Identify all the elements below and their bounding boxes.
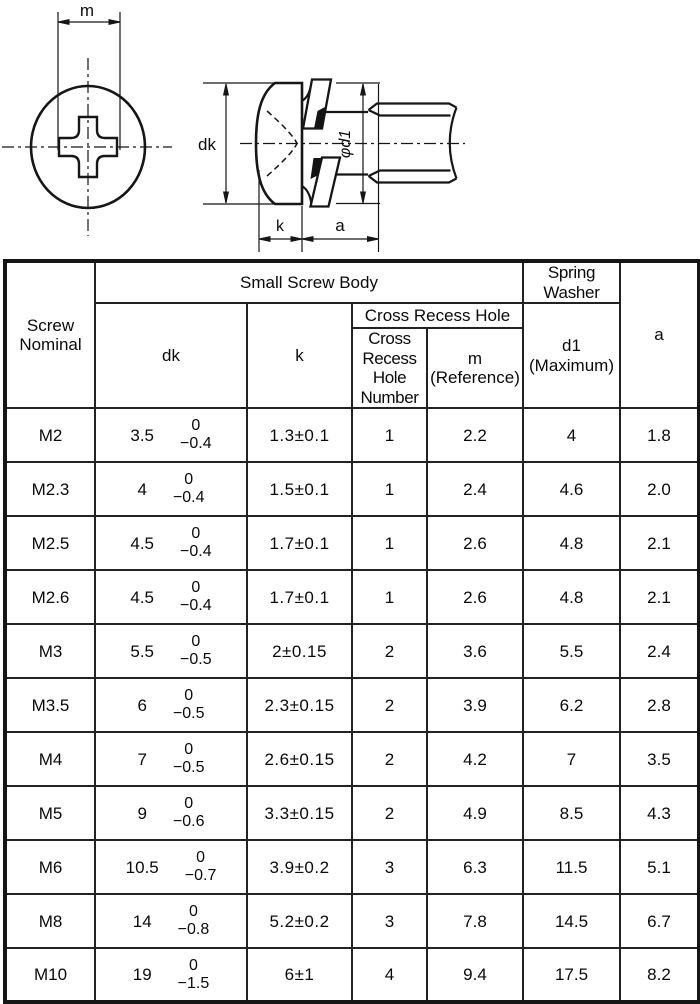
dk-value: 4 [137, 479, 147, 499]
cell-cross-recess-hole-number: 3 [352, 840, 427, 894]
cell-m-reference: 2.4 [427, 462, 523, 516]
dk-value: 4.5 [130, 587, 155, 607]
header-spring-washer: Spring Washer [523, 261, 620, 303]
table-row [5, 462, 699, 516]
dk-value: 6 [137, 695, 147, 715]
cell-d1-maximum: 4 [523, 408, 620, 462]
arrowhead [224, 84, 229, 95]
cell-d1-maximum: 7 [523, 732, 620, 786]
cell-dk [95, 948, 247, 1002]
cell-m-reference: 2.2 [427, 408, 523, 462]
dk-tolerance [173, 741, 205, 777]
cell-d1-maximum: 5.5 [523, 624, 620, 678]
dk-tolerance-lower: −0.6 [172, 813, 205, 831]
dk-value: 4.5 [130, 533, 155, 553]
cell-screw-nominal: M4 [5, 732, 95, 786]
dk-tolerance [185, 849, 217, 885]
cell-screw-nominal: M2.5 [5, 516, 95, 570]
cell-dk [95, 732, 247, 786]
cell-m-reference: 2.6 [427, 516, 523, 570]
dk-value: 5.5 [130, 641, 155, 661]
spec-table-header [5, 261, 699, 408]
cell-m-reference: 3.9 [427, 678, 523, 732]
cell-screw-nominal: M8 [5, 894, 95, 948]
cell-dk [95, 786, 247, 840]
table-row [5, 840, 699, 894]
cell-d1-maximum: 14.5 [523, 894, 620, 948]
dk-tolerance-lower: −0.4 [172, 489, 205, 507]
cell-d1-maximum: 8.5 [523, 786, 620, 840]
dk-value: 19 [132, 965, 152, 984]
cell-screw-nominal: M3.5 [5, 678, 95, 732]
cell-dk [95, 570, 247, 624]
dk-value: 9 [137, 803, 147, 823]
header-a: a [620, 261, 699, 408]
dk-tolerance [173, 795, 205, 831]
cell-a: 3.5 [620, 732, 699, 786]
dk-tolerance [180, 525, 212, 561]
cell-a: 1.8 [620, 408, 699, 462]
dk-tolerance-upper: 0 [191, 417, 201, 435]
cell-screw-nominal: M10 [5, 948, 95, 1002]
dk-value: 3.5 [130, 425, 155, 445]
dim-label-dk: dk [198, 135, 216, 154]
dk-tolerance-lower: −1.5 [177, 974, 210, 992]
cell-a: 2.0 [620, 462, 699, 516]
cell-cross-recess-hole-number: 2 [352, 732, 427, 786]
table-row [5, 948, 699, 1002]
table-row [5, 516, 699, 570]
dk-tolerance-upper: 0 [191, 633, 201, 651]
cell-screw-nominal: M2.3 [5, 462, 95, 516]
cell-m-reference: 7.8 [427, 894, 523, 948]
dim-label-k: k [276, 218, 284, 235]
arrowhead [58, 20, 69, 25]
cell-k: 2.6±0.15 [247, 732, 352, 786]
header-dk: dk [95, 303, 247, 408]
arrowhead [361, 192, 366, 203]
header-d1-maximum [523, 303, 620, 408]
cell-screw-nominal: M2.6 [5, 570, 95, 624]
dk-tolerance-upper: 0 [184, 687, 194, 705]
arrowhead [291, 237, 302, 242]
header-line: Screw [26, 315, 75, 335]
screw-spec-table [3, 259, 700, 1004]
cell-k: 1.5±0.1 [247, 462, 352, 516]
cell-a: 4.3 [620, 786, 699, 840]
technical-drawing [0, 0, 700, 258]
header-line: Nominal [19, 335, 82, 355]
arrowhead [368, 237, 379, 242]
dk-tolerance-lower: −0.8 [177, 921, 210, 939]
dk-tolerance-upper: 0 [189, 956, 198, 974]
dim-label-a: a [335, 216, 345, 235]
cell-d1-maximum: 6.2 [523, 678, 620, 732]
dk-tolerance [180, 579, 212, 615]
cell-k: 2.3±0.15 [247, 678, 352, 732]
dk-value: 14 [132, 911, 152, 931]
dk-tolerance-lower: −0.4 [180, 543, 212, 561]
cell-k: 1.3±0.1 [247, 408, 352, 462]
cell-cross-recess-hole-number: 2 [352, 678, 427, 732]
cell-dk [95, 462, 247, 516]
header-line: d1 [562, 336, 581, 356]
dk-tolerance-upper: 0 [184, 471, 194, 489]
front-view [2, 58, 172, 236]
header-cross-recess-hole-number [352, 328, 427, 408]
cell-a: 6.7 [620, 894, 699, 948]
cell-m-reference: 2.6 [427, 570, 523, 624]
dk-tolerance-upper: 0 [191, 525, 201, 543]
dk-value: 7 [137, 749, 147, 769]
cell-cross-recess-hole-number: 1 [352, 516, 427, 570]
dk-tolerance-lower: −0.4 [180, 597, 212, 615]
dk-value: 10.5 [125, 857, 159, 877]
dk-tolerance-lower: −0.5 [180, 651, 212, 669]
cell-dk [95, 516, 247, 570]
dk-tolerance [173, 471, 205, 507]
cell-k: 6±1 [247, 948, 352, 1002]
table-row [5, 786, 699, 840]
dk-tolerance-upper: 0 [191, 579, 201, 597]
cell-d1-maximum: 4.8 [523, 570, 620, 624]
dk-tolerance-upper: 0 [189, 903, 198, 921]
cell-cross-recess-hole-number: 2 [352, 786, 427, 840]
arrowhead [224, 192, 229, 203]
table-row [5, 732, 699, 786]
arrowhead [361, 84, 366, 95]
cell-d1-maximum: 4.6 [523, 462, 620, 516]
header-cross-recess-hole: Cross Recess Hole [352, 303, 523, 328]
cell-m-reference: 4.2 [427, 732, 523, 786]
table-row [5, 678, 699, 732]
cell-k: 1.7±0.1 [247, 516, 352, 570]
cell-cross-recess-hole-number: 1 [352, 408, 427, 462]
cell-k: 3.3±0.15 [247, 786, 352, 840]
header-line: Hole Number [360, 368, 419, 407]
cell-screw-nominal: M2 [5, 408, 95, 462]
cell-dk [95, 624, 247, 678]
header-line: (Maximum) [529, 355, 614, 375]
cell-dk [95, 678, 247, 732]
cell-m-reference: 4.9 [427, 786, 523, 840]
cell-k: 5.2±0.2 [247, 894, 352, 948]
cell-cross-recess-hole-number: 4 [352, 948, 427, 1002]
arrowhead [259, 237, 270, 242]
spec-table-body [5, 408, 699, 1002]
header-screw-nominal [5, 261, 95, 408]
dk-tolerance-lower: −0.7 [184, 867, 217, 885]
cell-d1-maximum: 11.5 [523, 840, 620, 894]
dk-tolerance [173, 687, 205, 723]
header-k: k [247, 303, 352, 408]
dk-tolerance-upper: 0 [184, 795, 194, 813]
header-line: Cross Recess [362, 329, 417, 368]
cell-screw-nominal: M5 [5, 786, 95, 840]
cell-dk [95, 894, 247, 948]
table-row [5, 408, 699, 462]
dk-tolerance [180, 417, 212, 453]
cell-a: 8.2 [620, 948, 699, 1002]
cell-m-reference: 6.3 [427, 840, 523, 894]
a-dimension [302, 237, 379, 242]
cell-a: 2.1 [620, 516, 699, 570]
cell-k: 3.9±0.2 [247, 840, 352, 894]
cell-m-reference: 9.4 [427, 948, 523, 1002]
dim-label-d1: φd1 [337, 129, 354, 159]
screw-diagram [0, 0, 700, 258]
m-dimension [58, 12, 120, 150]
dk-dimension [224, 84, 229, 203]
dk-tolerance-lower: −0.4 [180, 435, 212, 453]
dk-tolerance-upper: 0 [196, 849, 205, 867]
cell-a: 5.1 [620, 840, 699, 894]
arrowhead [109, 20, 120, 25]
dim-label-m: m [79, 1, 95, 20]
header-line: (Reference) [430, 368, 520, 388]
cell-dk [95, 840, 247, 894]
dk-tolerance-lower: −0.5 [172, 759, 205, 777]
cell-screw-nominal: M6 [5, 840, 95, 894]
cell-cross-recess-hole-number: 1 [352, 570, 427, 624]
table-row [5, 624, 699, 678]
header-line: m [467, 348, 483, 368]
cell-cross-recess-hole-number: 1 [352, 462, 427, 516]
cell-d1-maximum: 17.5 [523, 948, 620, 1002]
cell-k: 1.7±0.1 [247, 570, 352, 624]
dk-tolerance-upper: 0 [184, 741, 194, 759]
side-view [203, 80, 465, 207]
cell-m-reference: 3.6 [427, 624, 523, 678]
dk-tolerance [178, 957, 210, 993]
header-m-reference [427, 328, 523, 408]
cell-a: 2.8 [620, 678, 699, 732]
cell-cross-recess-hole-number: 2 [352, 624, 427, 678]
table-row [5, 894, 699, 948]
table-row [5, 570, 699, 624]
cell-a: 2.4 [620, 624, 699, 678]
header-small-screw-body: Small Screw Body [95, 261, 523, 303]
cell-cross-recess-hole-number: 3 [352, 894, 427, 948]
cell-d1-maximum: 4.8 [523, 516, 620, 570]
cell-k: 2±0.15 [247, 624, 352, 678]
cell-dk [95, 408, 247, 462]
dk-tolerance [180, 633, 212, 669]
arrowhead [302, 237, 313, 242]
dk-tolerance-lower: −0.5 [172, 705, 205, 723]
cell-screw-nominal: M3 [5, 624, 95, 678]
dk-tolerance [178, 903, 210, 939]
cell-a: 2.1 [620, 570, 699, 624]
